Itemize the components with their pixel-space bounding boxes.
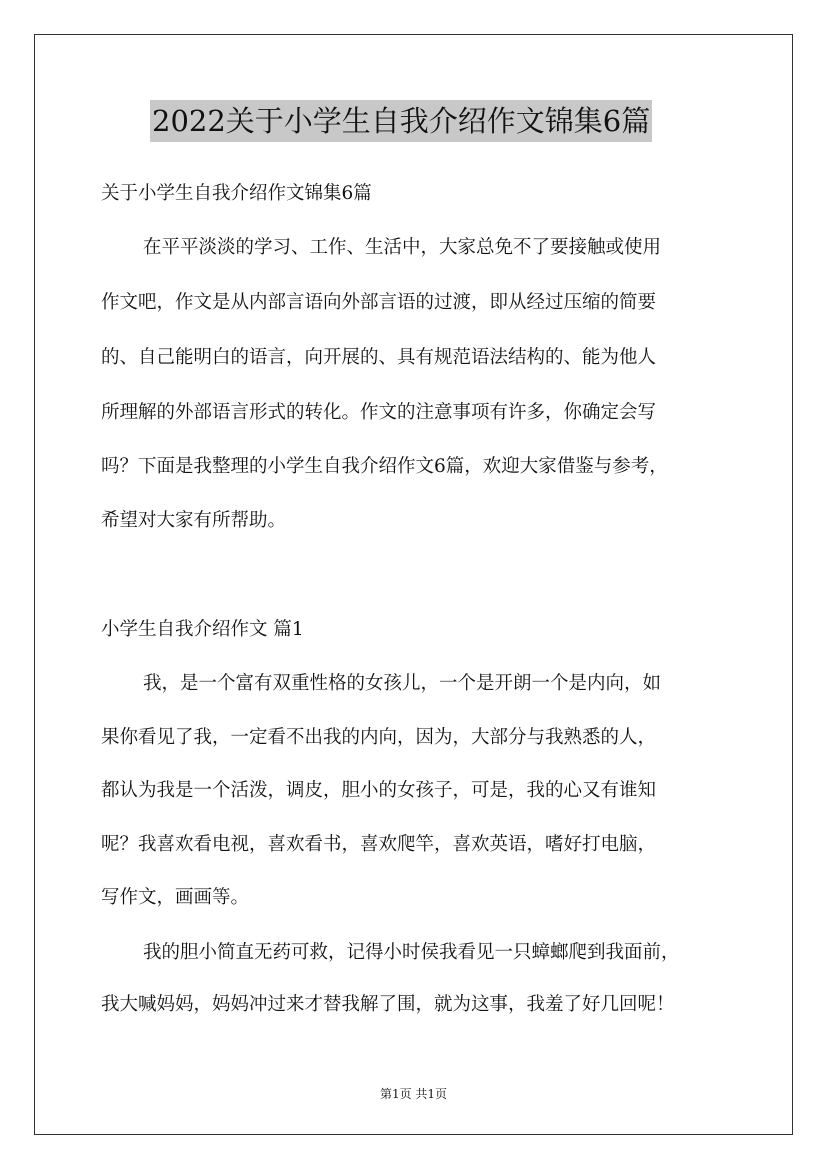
intro-line: 的、自己能明白的语言，向开展的、具有规范语法结构的、能为他人	[101, 347, 657, 368]
intro-line: 作文吧，作文是从内部言语向外部言语的过渡，即从经过压缩的简要	[101, 292, 657, 313]
paragraph-line: 果你看见了我，一定看不出我的内向，因为，大部分与我熟悉的人，	[101, 727, 657, 748]
document-subtitle: 关于小学生自我介绍作文锦集6篇	[101, 183, 372, 204]
page-footer: 第1页 共1页	[379, 1087, 448, 1101]
intro-line: 希望对大家有所帮助。	[101, 510, 287, 531]
section-heading: 小学生自我介绍作文 篇1	[101, 619, 304, 640]
intro-line: 吗？下面是我整理的小学生自我介绍作文6篇，欢迎大家借鉴与参考，	[101, 456, 668, 477]
intro-line: 在平平淡淡的学习、工作、生活中，大家总免不了要接触或使用	[143, 237, 662, 258]
paragraph-line: 我的胆小简直无药可救，记得小时侯我看见一只蟑螂爬到我面前，	[143, 942, 680, 963]
intro-line: 所理解的外部语言形式的转化。作文的注意事项有许多，你确定会写	[101, 402, 657, 423]
paragraph-line: 呢？我喜欢看电视，喜欢看书，喜欢爬竿，喜欢英语，嗜好打电脑，	[101, 834, 657, 855]
paragraph-line: 写作文，画画等。	[101, 887, 250, 908]
paragraph-line: 我大喊妈妈，妈妈冲过来才替我解了围，就为这事，我羞了好几回呢！	[101, 994, 675, 1015]
paragraph-line: 都认为我是一个活泼，调皮，胆小的女孩子，可是，我的心又有谁知	[101, 780, 657, 801]
document-title: 2022关于小学生自我介绍作文锦集6篇	[150, 100, 652, 142]
paragraph-line: 我，是一个富有双重性格的女孩儿，一个是开朗一个是内向，如	[143, 673, 662, 694]
